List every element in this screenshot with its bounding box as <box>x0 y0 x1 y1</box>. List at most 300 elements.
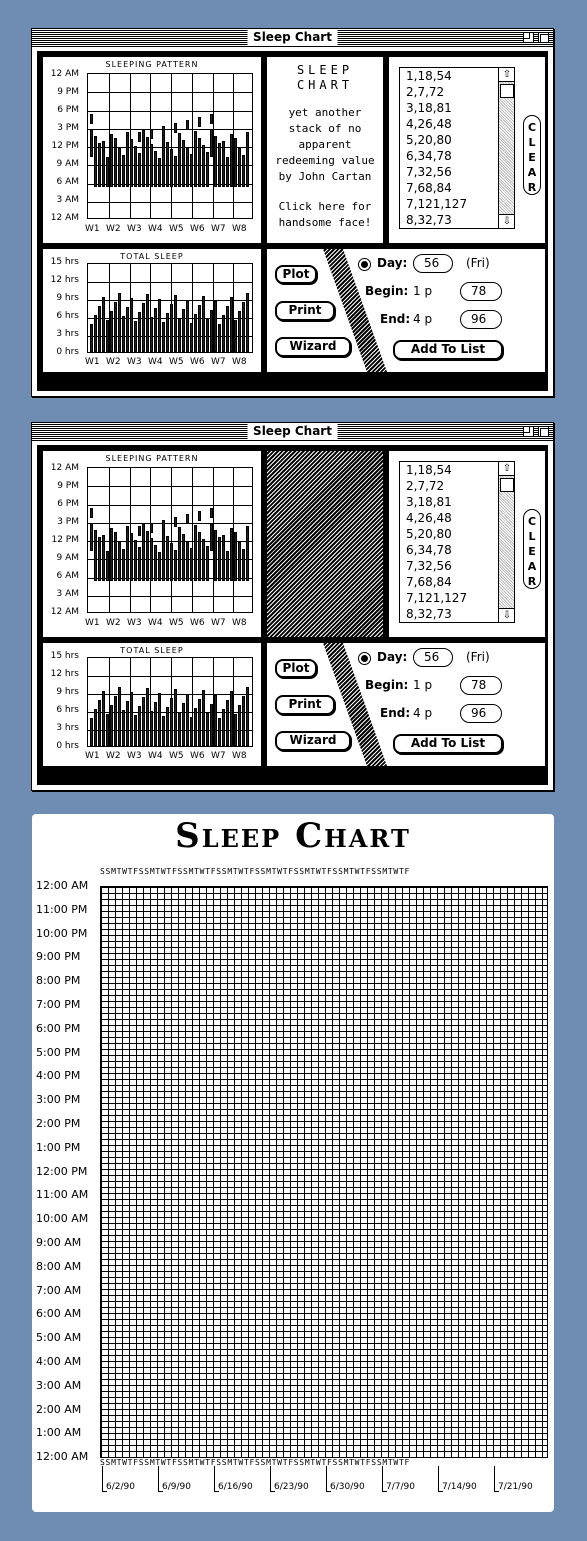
zoom-box[interactable] <box>523 426 534 437</box>
scroll-down-arrow-icon[interactable]: ⇩ <box>499 214 515 228</box>
clear-letter: C <box>527 121 537 134</box>
grid-line <box>88 111 252 112</box>
x-tick-label: W7 <box>211 618 226 628</box>
day-label: Day: <box>377 650 408 664</box>
total-sleep-bar <box>194 314 197 352</box>
total-sleep-bar <box>178 318 181 352</box>
total-sleep-bar <box>166 707 169 746</box>
sleeping-pattern-plot <box>87 467 253 613</box>
sleep-block <box>238 148 241 187</box>
hour-label: 1:00 AM <box>36 1426 82 1440</box>
sleep-block <box>90 129 93 157</box>
printout-grid <box>100 886 548 1458</box>
x-tick-label: W5 <box>169 224 184 234</box>
x-tick-label: W3 <box>127 751 142 761</box>
printout-day-header-top: SSMTWTFSSMTWTFSSMTWTFSSMTWTFSSMTWTFSSMTWTFSSMTWTFSSMTWTF <box>100 867 411 876</box>
sleep-block <box>206 546 209 581</box>
y-tick-label: 3 AM <box>56 195 79 205</box>
sleep-block <box>202 539 205 581</box>
y-tick-label: 3 PM <box>57 517 79 527</box>
clear-letter: R <box>527 181 537 194</box>
x-tick-label: W7 <box>211 751 226 761</box>
y-tick-label: 12 hrs <box>50 275 79 285</box>
y-tick-label: 0 hrs <box>56 741 79 751</box>
face-link[interactable]: Click here for handsome face! <box>278 200 372 229</box>
clear-button[interactable] <box>523 115 541 195</box>
sleep-block <box>146 531 149 581</box>
y-tick-label: 9 PM <box>57 87 79 97</box>
x-tick-label: W7 <box>211 224 226 234</box>
list-item[interactable]: 1,18,54 <box>406 69 452 83</box>
total-sleep-panel <box>42 642 262 767</box>
clear-letter: E <box>528 545 536 558</box>
sleep-chart-printout <box>32 814 554 1512</box>
nap-block <box>222 141 225 151</box>
day-field[interactable]: 56 <box>413 648 453 667</box>
x-tick-label: W8 <box>232 224 247 234</box>
total-sleep-bar <box>150 711 153 746</box>
window-title: Sleep Chart <box>247 423 338 440</box>
sleep-block <box>162 135 165 187</box>
total-sleep-bar <box>238 311 241 352</box>
x-tick-label: W3 <box>127 618 142 628</box>
clear-letter: C <box>527 515 537 528</box>
sleep-block <box>142 524 145 581</box>
wizard-button[interactable]: Wizard <box>275 337 351 357</box>
zoom-box[interactable] <box>523 32 534 43</box>
hour-label: 7:00 PM <box>36 998 81 1011</box>
y-tick-label: 12 AM <box>50 69 79 79</box>
nap-block <box>90 114 93 124</box>
begin-field[interactable]: 78 <box>460 676 502 695</box>
list-item[interactable]: 2,7,72 <box>406 85 445 99</box>
x-tick-label: W3 <box>127 224 142 234</box>
begin-field[interactable]: 78 <box>460 282 502 301</box>
info-line: apparent <box>298 138 352 151</box>
grid-line <box>88 202 252 203</box>
sleep-block <box>98 537 101 581</box>
sleep-block <box>110 134 113 187</box>
sleep-block <box>222 544 225 581</box>
add-to-list-button[interactable]: Add To List <box>393 340 503 360</box>
begin-label: Begin: <box>365 284 409 298</box>
plot-button[interactable]: Plot <box>275 659 317 678</box>
clear-letter: A <box>527 560 537 573</box>
total-sleep-bar <box>122 316 125 352</box>
sleep-block <box>198 532 201 581</box>
grid-line <box>192 468 193 612</box>
list-item[interactable]: 7,32,56 <box>406 559 452 573</box>
nap-block <box>198 117 201 127</box>
total-sleep-bar <box>226 700 229 746</box>
sleep-block <box>138 547 141 581</box>
sleep-block <box>134 146 137 187</box>
x-tick-label: W6 <box>190 224 205 234</box>
list-item[interactable]: 7,68,84 <box>406 181 452 195</box>
end-label: End: <box>380 312 411 326</box>
portrait-image[interactable] <box>266 450 384 638</box>
list-item[interactable]: 8,32,73 <box>406 213 452 227</box>
sleep-block <box>210 523 213 551</box>
y-tick-label: 9 AM <box>56 553 79 563</box>
scrollbar[interactable] <box>498 462 515 622</box>
total-sleep-bar <box>182 309 185 352</box>
total-sleep-bar <box>154 702 157 746</box>
total-sleep-bar <box>222 315 225 352</box>
info-panel[interactable] <box>266 56 384 244</box>
nap-block <box>150 523 153 533</box>
y-tick-label: 9 hrs <box>56 687 79 697</box>
sleep-block <box>106 157 109 187</box>
total-sleep-title: TOTAL SLEEP <box>120 646 184 655</box>
week-label: 7/7/90 <box>386 1482 415 1492</box>
hour-label: 5:00 AM <box>36 1331 82 1345</box>
list-item[interactable]: 2,7,72 <box>406 479 445 493</box>
week-label: 6/30/90 <box>330 1482 365 1492</box>
hour-label: 9:00 PM <box>36 950 81 964</box>
list-item[interactable]: 7,68,84 <box>406 575 452 589</box>
list-item[interactable]: 7,32,56 <box>406 165 452 179</box>
nap-block <box>102 535 105 545</box>
clear-letter: R <box>527 575 537 588</box>
total-sleep-bar <box>154 308 157 352</box>
sleep-block <box>190 548 193 581</box>
collapse-box[interactable] <box>538 426 549 437</box>
nap-block <box>174 123 177 133</box>
x-tick-label: W4 <box>148 618 163 628</box>
total-sleep-bar <box>158 693 161 746</box>
hour-label: 11:00 PM <box>36 902 88 916</box>
week-label: 6/23/90 <box>274 1482 309 1492</box>
total-sleep-plot <box>87 657 253 747</box>
sleep-block <box>170 149 173 187</box>
scroll-thumb[interactable] <box>500 84 514 98</box>
day-radio[interactable] <box>358 652 371 665</box>
nap-block <box>114 532 117 542</box>
nap-block <box>126 135 129 145</box>
sleep-block <box>194 131 197 187</box>
y-tick-label: 12 hrs <box>50 669 79 679</box>
sleep-block <box>170 543 173 581</box>
sleep-block <box>210 129 213 157</box>
grid-line <box>88 282 252 283</box>
total-sleep-bar <box>218 718 221 746</box>
total-sleep-bar <box>114 302 117 352</box>
list-item[interactable]: 4,26,48 <box>406 117 452 131</box>
total-sleep-bar <box>90 718 93 746</box>
hour-label: 12:00 AM <box>36 879 89 892</box>
print-button[interactable]: Print <box>275 695 335 715</box>
day-radio[interactable] <box>358 258 371 271</box>
total-sleep-bar <box>242 696 245 746</box>
sleep-block <box>174 156 177 187</box>
list-item[interactable]: 7,121,127 <box>406 591 468 605</box>
total-sleep-bar <box>214 695 217 746</box>
total-sleep-bar <box>110 311 113 352</box>
sleep-block <box>166 142 169 187</box>
y-tick-label: 6 AM <box>56 571 79 581</box>
y-tick-label: 15 hrs <box>50 257 79 267</box>
total-sleep-title: TOTAL SLEEP <box>120 252 184 261</box>
sleep-block <box>102 150 105 187</box>
total-sleep-panel <box>42 248 262 373</box>
sleep-block <box>178 527 181 581</box>
total-sleep-bar <box>162 322 165 352</box>
total-sleep-bar <box>234 714 237 746</box>
x-tick-label: W2 <box>106 224 121 234</box>
nap-block <box>246 135 249 145</box>
begin-time: 1 p <box>413 678 433 692</box>
list-item[interactable]: 8,32,73 <box>406 607 452 621</box>
x-tick-label: W4 <box>148 357 163 367</box>
list-item[interactable]: 5,20,80 <box>406 527 452 541</box>
hour-label: 12:00 AM <box>36 1450 89 1464</box>
sleep-block <box>154 151 157 187</box>
sleep-block <box>98 143 101 187</box>
list-item[interactable]: 6,34,78 <box>406 543 452 557</box>
nap-block <box>174 517 177 527</box>
nap-block <box>162 126 165 136</box>
list-item[interactable]: 4,26,48 <box>406 511 452 525</box>
grid-line <box>171 468 172 612</box>
nap-block <box>234 138 237 148</box>
total-sleep-bar <box>138 706 141 746</box>
nap-block <box>246 529 249 539</box>
data-list-items <box>400 68 514 228</box>
total-sleep-bar <box>118 687 121 746</box>
data-list-panel <box>388 450 546 638</box>
total-sleep-bar <box>114 696 117 746</box>
sleep-block <box>158 158 161 187</box>
scroll-down-arrow-icon[interactable]: ⇩ <box>499 608 515 622</box>
sleep-block <box>214 530 217 581</box>
sleep-block <box>242 155 245 187</box>
sleep-block <box>238 542 241 581</box>
sleep-block <box>138 153 141 187</box>
sleep-block <box>118 148 121 187</box>
total-sleep-bar <box>206 319 209 352</box>
window-content <box>37 445 548 785</box>
grid-line <box>88 486 252 487</box>
grid-line <box>88 694 252 695</box>
x-tick-label: W6 <box>190 618 205 628</box>
total-sleep-bar <box>98 700 101 746</box>
hour-label: 11:00 AM <box>36 1188 89 1202</box>
begin-label: Begin: <box>365 678 409 692</box>
nap-block <box>186 514 189 524</box>
title-bar[interactable] <box>32 29 553 47</box>
y-tick-label: 6 hrs <box>56 311 79 321</box>
hour-label: 8:00 PM <box>36 974 81 988</box>
grid-line <box>88 129 252 130</box>
data-list[interactable] <box>399 461 515 623</box>
hour-label: 6:00 AM <box>36 1307 82 1321</box>
nap-block <box>126 529 129 539</box>
scrollbar[interactable] <box>498 68 515 228</box>
nap-block <box>114 138 117 148</box>
y-tick-label: 6 AM <box>56 177 79 187</box>
total-sleep-bar <box>94 315 97 352</box>
total-sleep-bar <box>230 297 233 352</box>
plot-button[interactable]: Plot <box>275 265 317 284</box>
week-label: 6/16/90 <box>218 1482 253 1492</box>
info-text <box>267 105 383 185</box>
total-sleep-bar <box>130 298 133 352</box>
y-tick-label: 12 AM <box>50 213 79 223</box>
total-sleep-bar <box>194 708 197 746</box>
sleep-block <box>150 538 153 581</box>
y-tick-label: 9 PM <box>57 481 79 491</box>
hour-label: 12:00 PM <box>36 1164 88 1178</box>
total-sleep-bar <box>202 690 205 746</box>
x-tick-label: W4 <box>148 224 163 234</box>
y-tick-label: 12 AM <box>50 607 79 617</box>
sleep-block <box>154 545 157 581</box>
add-to-list-button[interactable]: Add To List <box>393 734 503 754</box>
x-tick-label: W5 <box>169 357 184 367</box>
end-label: End: <box>380 706 411 720</box>
hour-label: 5:00 PM <box>36 1045 81 1059</box>
data-list[interactable] <box>399 67 515 229</box>
list-item[interactable]: 1,18,54 <box>406 463 452 477</box>
x-tick-label: W3 <box>127 357 142 367</box>
printout-title: Sleep Chart <box>175 816 411 856</box>
sleep-block <box>218 143 221 187</box>
nap-block <box>90 508 93 518</box>
wizard-button[interactable]: Wizard <box>275 731 351 751</box>
sleep-block <box>214 136 217 187</box>
hour-label: 1:00 PM <box>36 1140 81 1154</box>
total-sleep-bar <box>102 691 105 746</box>
total-sleep-bar <box>174 689 177 746</box>
sleep-block <box>194 525 197 581</box>
sleep-block <box>102 544 105 581</box>
collapse-box[interactable] <box>538 32 549 43</box>
total-sleep-bar <box>138 312 141 352</box>
total-sleep-bar <box>134 321 137 352</box>
grid-line <box>88 523 252 524</box>
total-sleep-bar <box>150 317 153 352</box>
list-item[interactable]: 3,18,81 <box>406 101 452 115</box>
total-sleep-bar <box>190 717 193 746</box>
day-field[interactable]: 56 <box>413 254 453 273</box>
info-line: stack of no <box>288 122 362 135</box>
sleep-block <box>186 541 189 581</box>
hour-label: 7:00 AM <box>36 1283 82 1297</box>
total-sleep-bar <box>202 296 205 352</box>
total-sleep-bar <box>198 699 201 746</box>
scroll-up-arrow-icon[interactable]: ⇧ <box>499 462 515 476</box>
total-sleep-bar <box>94 709 97 746</box>
controls-panel <box>266 642 546 767</box>
total-sleep-bar <box>174 295 177 352</box>
sleep-block <box>118 542 121 581</box>
clear-letter: L <box>528 530 536 543</box>
grid-line <box>192 74 193 218</box>
x-tick-label: W8 <box>232 357 247 367</box>
total-sleep-bar <box>102 297 105 352</box>
end-time: 4 p <box>413 706 433 720</box>
window-title: Sleep Chart <box>247 29 338 46</box>
sleep-block <box>122 155 125 187</box>
hour-label: 2:00 PM <box>36 1117 81 1130</box>
print-button[interactable]: Print <box>275 301 335 321</box>
total-sleep-bar <box>210 310 213 352</box>
total-sleep-bar <box>110 705 113 746</box>
hour-label: 10:00 PM <box>36 926 88 940</box>
sleeping-pattern-title: SLEEPING PATTERN <box>105 60 199 69</box>
hour-label: 3:00 AM <box>36 1378 82 1392</box>
sleep-block <box>122 549 125 581</box>
total-sleep-bar <box>186 300 189 352</box>
title-bar[interactable] <box>32 423 553 441</box>
total-sleep-bar <box>118 293 121 352</box>
list-item[interactable]: 3,18,81 <box>406 495 452 509</box>
sleep-block <box>230 134 233 187</box>
sleeping-pattern-panel <box>42 56 262 244</box>
x-tick-label: W5 <box>169 618 184 628</box>
y-tick-label: 12 PM <box>51 535 79 545</box>
window-content <box>37 51 548 391</box>
x-tick-label: W7 <box>211 357 226 367</box>
total-sleep-bar <box>246 687 249 746</box>
total-sleep-bar <box>126 307 129 352</box>
list-item[interactable]: 6,34,78 <box>406 149 452 163</box>
sleep-block <box>190 154 193 187</box>
week-label: 6/2/90 <box>106 1482 135 1492</box>
end-field[interactable]: 96 <box>460 310 502 329</box>
nap-block <box>102 141 105 151</box>
sleep-block <box>106 551 109 581</box>
total-sleep-bar <box>182 703 185 746</box>
end-field[interactable]: 96 <box>460 704 502 723</box>
sleep-block <box>130 533 133 581</box>
scroll-up-arrow-icon[interactable]: ⇧ <box>499 68 515 82</box>
total-sleep-bar <box>90 324 93 352</box>
sleep-block <box>206 152 209 187</box>
day-name: (Fri) <box>466 256 490 270</box>
nap-block <box>198 511 201 521</box>
sleep-block <box>162 529 165 581</box>
printout-day-header-bottom: SSMTWTFSSMTWTFSSMTWTFSSMTWTFSSMTWTFSSMTWTFSSMTWTFSSMTWTF <box>100 1458 411 1467</box>
clear-button[interactable] <box>523 509 541 589</box>
nap-block <box>222 535 225 545</box>
sleep-block <box>146 137 149 187</box>
y-tick-label: 3 PM <box>57 123 79 133</box>
y-tick-label: 9 AM <box>56 159 79 169</box>
hour-label: 10:00 AM <box>36 1212 89 1226</box>
total-sleep-bar <box>206 713 209 746</box>
scroll-thumb[interactable] <box>500 478 514 492</box>
x-tick-label: W1 <box>85 618 100 628</box>
hour-label: 2:00 AM <box>36 1402 82 1416</box>
nap-block <box>186 120 189 130</box>
list-item[interactable]: 5,20,80 <box>406 133 452 147</box>
list-item[interactable]: 7,121,127 <box>406 197 468 211</box>
x-tick-label: W1 <box>85 224 100 234</box>
sleep-chart-window <box>31 422 554 791</box>
y-tick-label: 6 hrs <box>56 705 79 715</box>
y-tick-label: 3 hrs <box>56 329 79 339</box>
total-sleep-plot <box>87 263 253 353</box>
nap-block <box>234 532 237 542</box>
total-sleep-bar <box>170 698 173 746</box>
clear-letter: L <box>528 136 536 149</box>
info-line: by John Cartan <box>278 170 372 183</box>
sleep-block <box>90 523 93 551</box>
sleep-block <box>218 537 221 581</box>
x-tick-label: W5 <box>169 751 184 761</box>
